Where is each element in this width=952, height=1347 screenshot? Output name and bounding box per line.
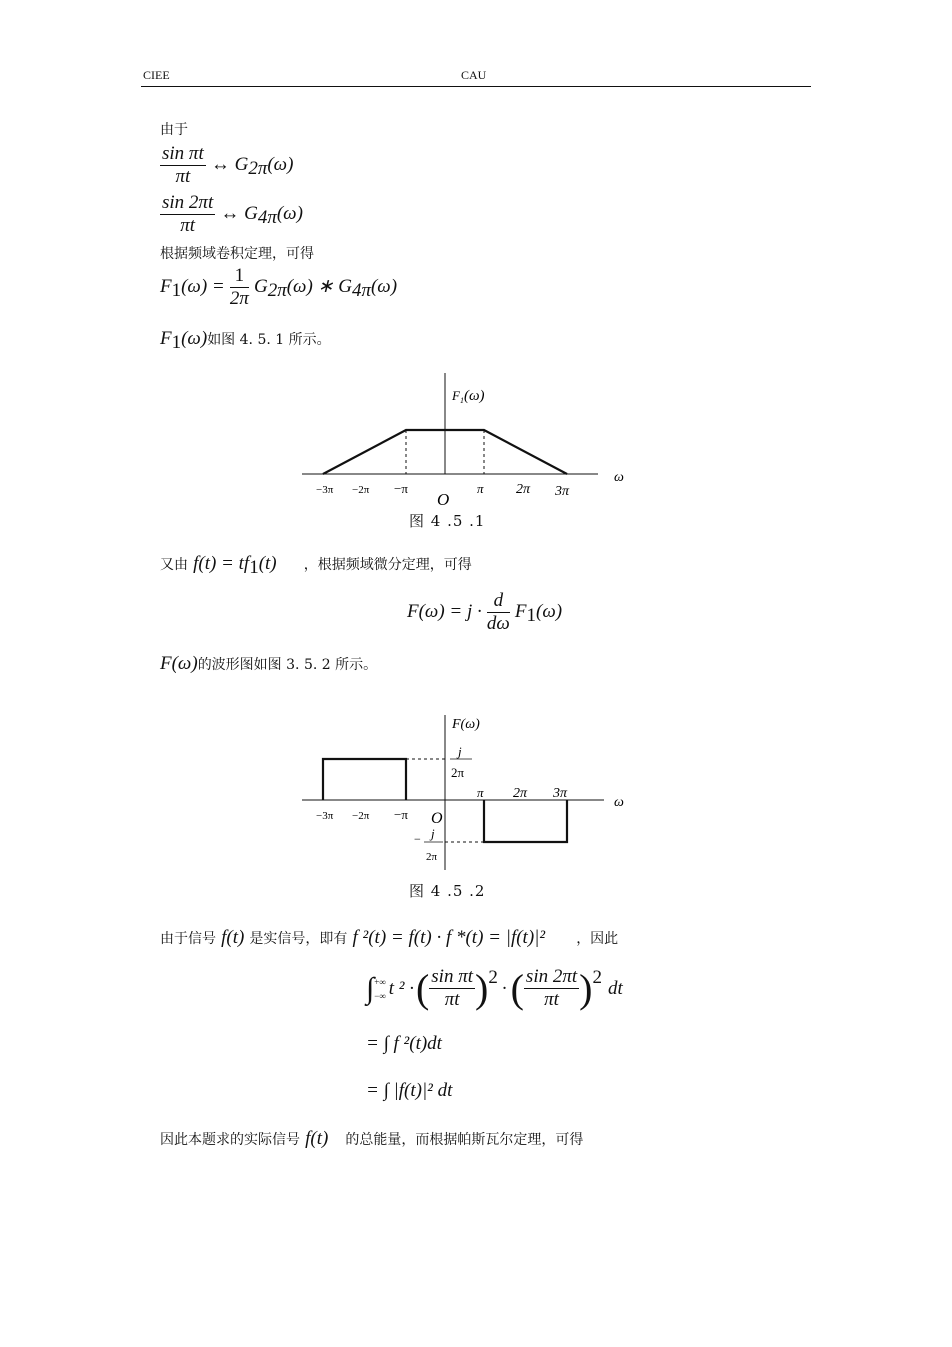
integral-3 — [366, 1080, 452, 1102]
integral-1-frac2-num: sin 2πt — [525, 966, 578, 987]
fig1-caption: 图 4 .5 .1 — [409, 512, 486, 530]
fig2-neg-level-sign: − — [414, 832, 421, 846]
integral-1-lower: −∞ — [374, 990, 386, 1001]
eq4-denominator: dω — [486, 613, 510, 634]
fig2-neg-level-den: 2π — [426, 851, 438, 863]
integral-1: ∫ +∞ −∞ t ² · ( $\frac{\text{sin πt}}{\pi t}$ ) 2 · ( $\frac{\sin 2\pi t}{\pi t}$ ) 2 dt — [366, 966, 623, 1011]
header-center: CAU — [461, 68, 487, 82]
last-f: f(t) — [305, 1128, 329, 1149]
eq3-lhs: F — [160, 276, 172, 297]
fig1-reference-line — [160, 328, 331, 354]
eq2-denominator: πt — [180, 215, 196, 236]
integral-1-upper: +∞ — [374, 976, 386, 987]
equation-1 — [160, 143, 293, 188]
fig1-tick-neg2pi: −2π — [352, 484, 370, 496]
fig1-ref-text: 如图 4. 5. 1 所示。 — [207, 332, 331, 348]
eq4-rhs: F — [514, 601, 527, 622]
fig2-x-label: ω — [614, 795, 624, 810]
eq1-rhs: ↔ G — [210, 154, 249, 175]
again-formula: f(t) = tf — [193, 553, 250, 574]
fig2-pos-level-num: j — [458, 744, 462, 759]
eq1-sub: 2π — [248, 158, 268, 180]
fig1-tick-neg3pi: −3π — [316, 484, 334, 496]
eq4-sub: 1 — [526, 605, 536, 627]
integral-1-frac1-num: sin πt — [431, 966, 474, 987]
fig1-tick-negpi: −π — [394, 481, 408, 496]
eq1-numerator: sin πt — [162, 143, 204, 164]
eq3-lhs-tail: (ω) = — [181, 276, 225, 297]
wave-text: 的波形图如图 3. 5. 2 所示。 — [197, 657, 378, 673]
fig1-y-label: $F_1(\omega)$ — [452, 388, 485, 405]
integral-3-expr: = ∫ |f(t)|² dt — [366, 1080, 453, 1101]
integral-1-dot: · — [501, 977, 507, 999]
last-pre: 因此本题求的实际信号 — [160, 1132, 300, 1148]
fig2-positive-pulse — [323, 759, 406, 800]
fig2-y-label: F(ω) — [452, 717, 480, 732]
waveform-line — [160, 653, 377, 675]
real-signal-line — [160, 927, 618, 949]
integral-1-dt: dt — [607, 977, 623, 999]
fig1-tick-pi: π — [477, 481, 484, 496]
integral-2-expr: = ∫ f ²(t)dt — [366, 1033, 442, 1054]
text-youyu: 由于 — [160, 122, 188, 138]
integral-1-body: t ² · — [388, 977, 414, 999]
fig2-tick-neg2pi: −2π — [352, 810, 370, 822]
eq2-rhs: ↔ G — [220, 203, 258, 224]
eq2-numerator: sin 2πt — [162, 192, 214, 213]
equation-2 — [160, 192, 303, 237]
real-post: ，因此 — [576, 931, 619, 947]
fig2-tick-negpi: −π — [394, 807, 408, 822]
figure-4-5-2 — [290, 705, 650, 875]
eq4-lhs: F(ω) = j · — [407, 601, 482, 622]
fig2-negative-pulse — [484, 800, 567, 842]
eq3-end: (ω) — [370, 276, 398, 297]
fig2-tick-neg3pi: −3π — [316, 810, 334, 822]
eq4-tail: (ω) — [536, 601, 563, 622]
fig1-tick-3pi: 3π — [555, 484, 570, 499]
header-rule — [141, 86, 811, 87]
eq3-sub2: 4π — [351, 280, 371, 302]
again-tail: (t) — [258, 553, 277, 574]
fig2-caption: 图 4 .5 .2 — [409, 882, 486, 900]
eq4-numerator: d — [487, 590, 510, 613]
fig2-pos-level-den: 2π — [451, 765, 465, 780]
eq3-numerator: 1 — [230, 265, 249, 288]
again-pre: 又由 — [160, 557, 188, 573]
fig1-x-label: ω — [614, 470, 624, 485]
fig2-tick-2pi: 2π — [513, 786, 528, 801]
fig2-tick-pi: π — [477, 785, 484, 800]
real-pre: 由于信号 — [160, 931, 216, 947]
diff-theorem-line — [160, 553, 472, 579]
header-left: CIEE — [143, 68, 170, 82]
eq1-tail: (ω) — [267, 154, 294, 175]
eq3-sub1: 2π — [267, 280, 287, 302]
integral-1-sup2: 2 — [592, 967, 602, 988]
fig1-ref-F: F — [160, 328, 172, 349]
fig2-origin: O — [431, 810, 443, 827]
eq1-denominator: πt — [175, 166, 191, 187]
integral-1-sup1: 2 — [488, 967, 498, 988]
again-sub: 1 — [249, 557, 259, 579]
fig2-tick-3pi: 3π — [553, 786, 568, 801]
fig1-ref-sub: 1 — [171, 332, 182, 354]
last-line — [160, 1128, 583, 1150]
integral-2 — [366, 1033, 442, 1055]
eq3-mid: (ω) ∗ G — [286, 276, 352, 297]
real-f: f(t) — [221, 927, 245, 948]
again-post: ，根据频域微分定理，可得 — [303, 557, 472, 573]
fig1-tick-2pi: 2π — [516, 482, 531, 497]
eq3-lhs-sub: 1 — [171, 280, 182, 302]
text-convolution: 根据频域卷积定理，可得 — [160, 246, 314, 262]
fig1-origin: O — [437, 490, 450, 509]
real-mid: 是实信号，即有 — [249, 931, 348, 947]
eq3-rhs: G — [253, 276, 268, 297]
real-formula: f ²(t) = f(t) · f *(t) = |f(t)|² — [352, 927, 546, 948]
last-post: 的总能量，而根据帕斯瓦尔定理，可得 — [345, 1132, 584, 1148]
integral-1-symbol: ∫ — [366, 971, 375, 1005]
integral-1-frac2-den: πt — [544, 989, 559, 1010]
eq3-denominator: 2π — [229, 288, 249, 309]
equation-4 — [407, 590, 562, 635]
eq2-tail: (ω) — [276, 203, 303, 224]
figure-4-5-1 — [290, 365, 650, 525]
eq2-sub: 4π — [257, 207, 277, 229]
equation-3 — [160, 265, 397, 310]
fig2-neg-level-num: j — [431, 826, 435, 841]
integral-1-frac1-den: πt — [444, 989, 460, 1010]
fig1-ref-omega: (ω) — [181, 328, 208, 349]
wave-formula: F(ω) — [160, 653, 198, 674]
